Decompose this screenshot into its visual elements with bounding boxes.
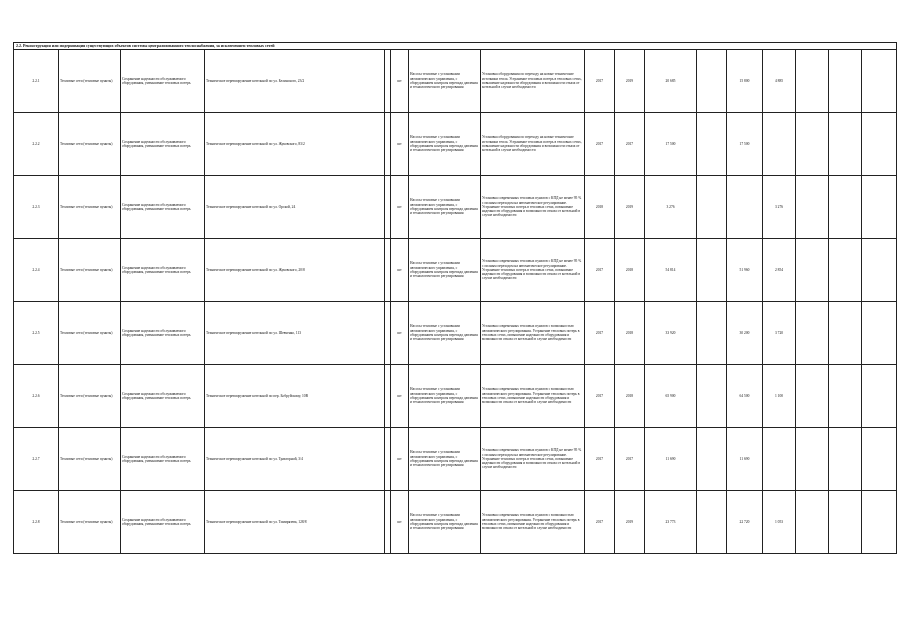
- cost-col-3: 2 854: [763, 239, 796, 302]
- location-text: Техническое перевооружение котельной по ул. Тракторной, 3/4: [205, 428, 385, 491]
- cost-col-2: 51 960: [727, 239, 763, 302]
- object-name: Тепловые сети (тепловые пункты): [59, 365, 121, 428]
- section-title: 2.2. Реконструкция или модернизация существующих объектов системы централизованного теплоснабжения, за исключением тепловых сетей: [14, 43, 897, 50]
- purpose-text: Сохранение надежности обслуживаемого оборудования, уменьшение тепловых потерь: [121, 176, 205, 239]
- main-tech-text: Насосы тепловые с установками автоматического управления, с оборудованием контроля перепада давления и технологического регулирования: [409, 428, 481, 491]
- start-year: 2017: [585, 365, 615, 428]
- empty-cell: [862, 113, 897, 176]
- cost-col-1: [697, 239, 727, 302]
- cost-col-3: 3 276: [763, 176, 796, 239]
- purpose-text: Сохранение надежности обслуживаемого оборудования, уменьшение тепловых потерь: [121, 365, 205, 428]
- row-number: 2.2.1: [14, 50, 59, 113]
- empty-cell: [829, 302, 862, 365]
- purpose-text: Сохранение надежности обслуживаемого оборудования, уменьшение тепловых потерь: [121, 428, 205, 491]
- cost-col-2: 17 500: [727, 113, 763, 176]
- main-tech-text: Насосы тепловые с установками автоматического управления, с оборудованием контроля перепада давления и технологического регулирования: [409, 302, 481, 365]
- cost-col-1: [697, 113, 727, 176]
- empty-cell: [829, 239, 862, 302]
- start-year: 2017: [585, 428, 615, 491]
- unit-cell: шт: [391, 302, 409, 365]
- empty-cell: [829, 491, 862, 554]
- object-name: Тепловые сети (тепловые пункты): [59, 428, 121, 491]
- cost-col-3: 1 053: [763, 491, 796, 554]
- cost-col-4: [796, 113, 829, 176]
- description-text: Установка современных тепловых пунктов с КПД не менее 95 % с полным переходом на автоматическое регулирование. Устранение тепловых потерь в тепловых сетях, повышение надежности оборудования и возможности отказа от котельной в случае необходимости: [481, 239, 585, 302]
- main-tech-text: Насосы тепловые с установками автоматического управления, с оборудованием контроля перепада давления и технологического регулирования: [409, 239, 481, 302]
- cost-col-4: [796, 176, 829, 239]
- end-year: 2018: [615, 365, 645, 428]
- empty-cell: [862, 302, 897, 365]
- purpose-text: Сохранение надежности обслуживаемого оборудования, уменьшение тепловых потерь: [121, 239, 205, 302]
- empty-cell: [862, 239, 897, 302]
- cost-col-4: [796, 302, 829, 365]
- row-number: 2.2.6: [14, 365, 59, 428]
- table-row: [14, 239, 897, 302]
- location-text: Техническое перевооружение котельной по ул. Жуковского, 83/2: [205, 113, 385, 176]
- purpose-text: Сохранение надежности обслуживаемого оборудования, уменьшение тепловых потерь: [121, 113, 205, 176]
- purpose-text: Сохранение надежности обслуживаемого оборудования, уменьшение тепловых потерь: [121, 491, 205, 554]
- description-text: Установка современных тепловых пунктов с возможностью автоматического регулирования. Устранение тепловых потерь в тепловых сетях, повышение надежности оборудования и возможности отказа от котельной в случае необходимости: [481, 491, 585, 554]
- cost-col-3: 4 885: [763, 50, 796, 113]
- cost-col-2: 15 800: [727, 50, 763, 113]
- start-year: 2018: [585, 176, 615, 239]
- start-year: 2017: [585, 491, 615, 554]
- table-row: [14, 491, 897, 554]
- cost-col-2: [727, 176, 763, 239]
- total-cost: 65 900: [645, 365, 697, 428]
- main-tech-text: Насосы тепловые с установками автоматического управления, с оборудованием контроля перепада давления и технологического регулирования: [409, 365, 481, 428]
- cost-col-1: [697, 50, 727, 113]
- table-row: [14, 428, 897, 491]
- empty-cell: [829, 176, 862, 239]
- table-row: [14, 176, 897, 239]
- cost-col-4: [796, 239, 829, 302]
- empty-cell: [829, 113, 862, 176]
- location-text: Техническое перевооружение котельной по ул. Орской, 24: [205, 176, 385, 239]
- cost-col-3: 3 720: [763, 302, 796, 365]
- total-cost: 23 773: [645, 491, 697, 554]
- start-year: 2017: [585, 50, 615, 113]
- start-year: 2017: [585, 302, 615, 365]
- empty-cell: [829, 50, 862, 113]
- cost-col-4: [796, 491, 829, 554]
- unit-cell: шт: [391, 491, 409, 554]
- empty-cell: [829, 428, 862, 491]
- object-name: Тепловые сети (тепловые пункты): [59, 113, 121, 176]
- location-text: Техническое перевооружение котельной по ул. Жуковского, 20/8: [205, 239, 385, 302]
- cost-col-1: [697, 176, 727, 239]
- end-year: 2017: [615, 113, 645, 176]
- unit-cell: шт: [391, 113, 409, 176]
- cost-col-1: [697, 428, 727, 491]
- total-cost: 20 685: [645, 50, 697, 113]
- purpose-text: Сохранение надежности обслуживаемого оборудования, уменьшение тепловых потерь: [121, 302, 205, 365]
- cost-col-1: [697, 302, 727, 365]
- total-cost: 11 690: [645, 428, 697, 491]
- cost-col-3: [763, 428, 796, 491]
- description-text: Установка современных тепловых пунктов с возможностью автоматического регулирования. Устранение тепловых потерь в тепловых сетях, повышение надежности оборудования и возможности отказа от котельной в случае необходимости: [481, 365, 585, 428]
- location-text: Техническое перевооружение котельной по ул. Белинского, 23/2: [205, 50, 385, 113]
- unit-cell: шт: [391, 50, 409, 113]
- total-cost: 17 500: [645, 113, 697, 176]
- row-number: 2.2.7: [14, 428, 59, 491]
- description-text: Установка современных тепловых пунктов с возможностью автоматического регулирования. Устранение тепловых потерь в тепловых сетях, повышение надежности оборудования и возможности отказа от котельной в случае необходимости: [481, 302, 585, 365]
- table-row: [14, 302, 897, 365]
- unit-cell: шт: [391, 428, 409, 491]
- unit-cell: шт: [391, 239, 409, 302]
- total-cost: 54 814: [645, 239, 697, 302]
- table-row: [14, 50, 897, 113]
- cost-col-1: [697, 365, 727, 428]
- section-header-row: [14, 43, 897, 50]
- cost-col-4: [796, 365, 829, 428]
- empty-cell: [829, 365, 862, 428]
- table-row: [14, 113, 897, 176]
- location-text: Техническое перевооружение котельной по ул. Тимирязева, 128/8: [205, 491, 385, 554]
- unit-cell: шт: [391, 365, 409, 428]
- empty-cell: [862, 176, 897, 239]
- empty-cell: [862, 365, 897, 428]
- end-year: 2017: [615, 428, 645, 491]
- description-text: Установка современных тепловых пунктов с КПД не менее 95 % с полным переходом на автоматическое регулирование. Устранение тепловых потерь в тепловых сетях, повышение надежности оборудования и возможности отказа от котельной в случае необходимости: [481, 176, 585, 239]
- investment-table: [13, 42, 897, 554]
- row-number: 2.2.4: [14, 239, 59, 302]
- cost-col-2: 64 500: [727, 365, 763, 428]
- cost-col-4: [796, 428, 829, 491]
- start-year: 2017: [585, 113, 615, 176]
- main-tech-text: Насосы тепловые с установками автоматического управления, с оборудованием контроля перепада давления и технологического регулирования: [409, 50, 481, 113]
- unit-cell: шт: [391, 176, 409, 239]
- description-text: Установка современных тепловых пунктов с КПД не менее 95 % с полным переходом на автоматическое регулирование. Устранение тепловых потерь в тепловых сетях, повышение надежности оборудования и возможности отказа от котельной в случае необходимости: [481, 428, 585, 491]
- description-text: Установка оборудования по переходу на новые технические источники тепла. Устранение тепловых потерь в тепловых сетях, повышение надежности оборудования и возможности отказа от котельной в случае необходимости: [481, 113, 585, 176]
- main-tech-text: Насосы тепловые с установками автоматического управления, с оборудованием контроля перепада давления и технологического регулирования: [409, 491, 481, 554]
- table-row: [14, 365, 897, 428]
- object-name: Тепловые сети (тепловые пункты): [59, 302, 121, 365]
- object-name: Тепловые сети (тепловые пункты): [59, 239, 121, 302]
- cost-col-2: 30 200: [727, 302, 763, 365]
- description-text: Установка оборудования по переходу на новые технические источники тепла. Устранение тепловых потерь в тепловых сетях, повышение надежности оборудования и возможности отказа от котельной в случае необходимости: [481, 50, 585, 113]
- cost-col-4: [796, 50, 829, 113]
- cost-col-2: 11 690: [727, 428, 763, 491]
- cost-col-3: 1 100: [763, 365, 796, 428]
- cost-col-2: 22 720: [727, 491, 763, 554]
- location-text: Техническое перевооружение котельной по пер. Бобруйскому, 10В: [205, 365, 385, 428]
- purpose-text: Сохранение надежности обслуживаемого оборудования, уменьшение тепловых потерь: [121, 50, 205, 113]
- total-cost: 3 276: [645, 176, 697, 239]
- object-name: Тепловые сети (тепловые пункты): [59, 491, 121, 554]
- end-year: 2019: [615, 50, 645, 113]
- end-year: 2019: [615, 176, 645, 239]
- cost-col-3: [763, 113, 796, 176]
- start-year: 2017: [585, 239, 615, 302]
- main-tech-text: Насосы тепловые с установками автоматического управления, с оборудованием контроля перепада давления и технологического регулирования: [409, 176, 481, 239]
- row-number: 2.2.3: [14, 176, 59, 239]
- end-year: 2018: [615, 302, 645, 365]
- cost-col-1: [697, 491, 727, 554]
- location-text: Техническое перевооружение котельной по ул. Шевченко, 113: [205, 302, 385, 365]
- object-name: Тепловые сети (тепловые пункты): [59, 50, 121, 113]
- empty-cell: [862, 428, 897, 491]
- empty-cell: [862, 491, 897, 554]
- end-year: 2018: [615, 239, 645, 302]
- row-number: 2.2.8: [14, 491, 59, 554]
- object-name: Тепловые сети (тепловые пункты): [59, 176, 121, 239]
- row-number: 2.2.2: [14, 113, 59, 176]
- empty-cell: [862, 50, 897, 113]
- row-number: 2.2.5: [14, 302, 59, 365]
- end-year: 2019: [615, 491, 645, 554]
- total-cost: 33 920: [645, 302, 697, 365]
- main-tech-text: Насосы тепловые с установками автоматического управления, с оборудованием контроля перепада давления и технологического регулирования: [409, 113, 481, 176]
